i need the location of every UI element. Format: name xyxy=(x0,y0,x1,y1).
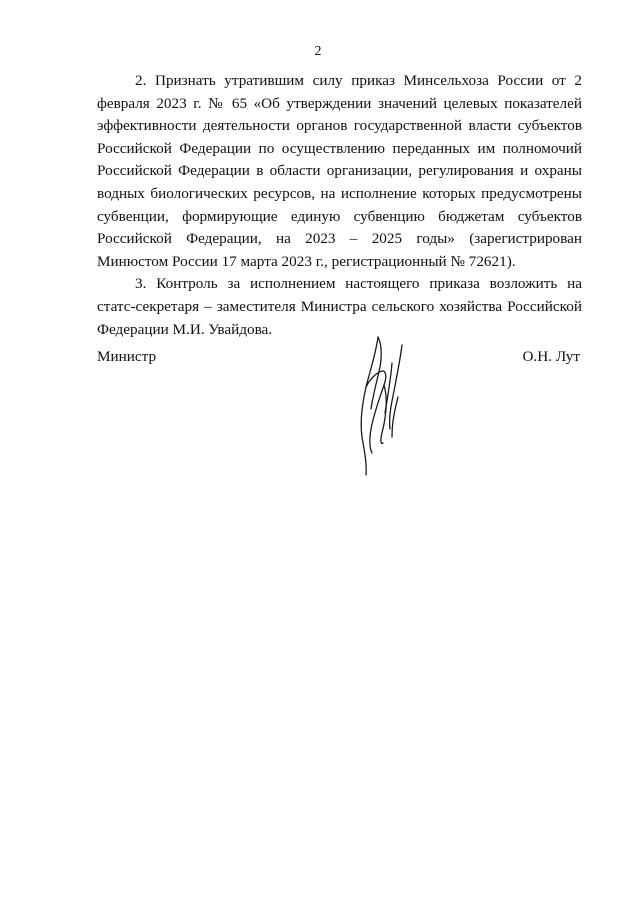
handwritten-signature xyxy=(340,325,430,485)
paragraph-3: 3. Контроль за исполнением настоящего приказа возложить на статс-секретаря – заместителя Министра сельского хозяйства Российской Федерации М.И. Увайдова. xyxy=(97,275,582,338)
signer-title: Министр xyxy=(97,348,157,365)
document-body xyxy=(97,70,582,341)
signer-name: О.Н. Лут xyxy=(522,348,580,365)
page-number: 2 xyxy=(314,44,322,59)
paragraph-2: 2. Признать утратившим силу приказ Минсельхоза России от 2 февраля 2023 г. № 65 «Об утверждении значений целевых показателей эффективности деятельности органов государственной власти субъектов Российской Федерации по осуществлению переданных им полномочий Российской Федерации в области организации, регулирования и охраны водных биологических ресурсов, на исполнение которых предусмотрены субвенции, формирующие единую субвенцию бюджетам субъектов Российской Федерации, на 2023 – 2025 годы» (зарегистрирован Минюстом России 17 марта 2023 г., регистрационный № 72621). xyxy=(97,72,582,270)
